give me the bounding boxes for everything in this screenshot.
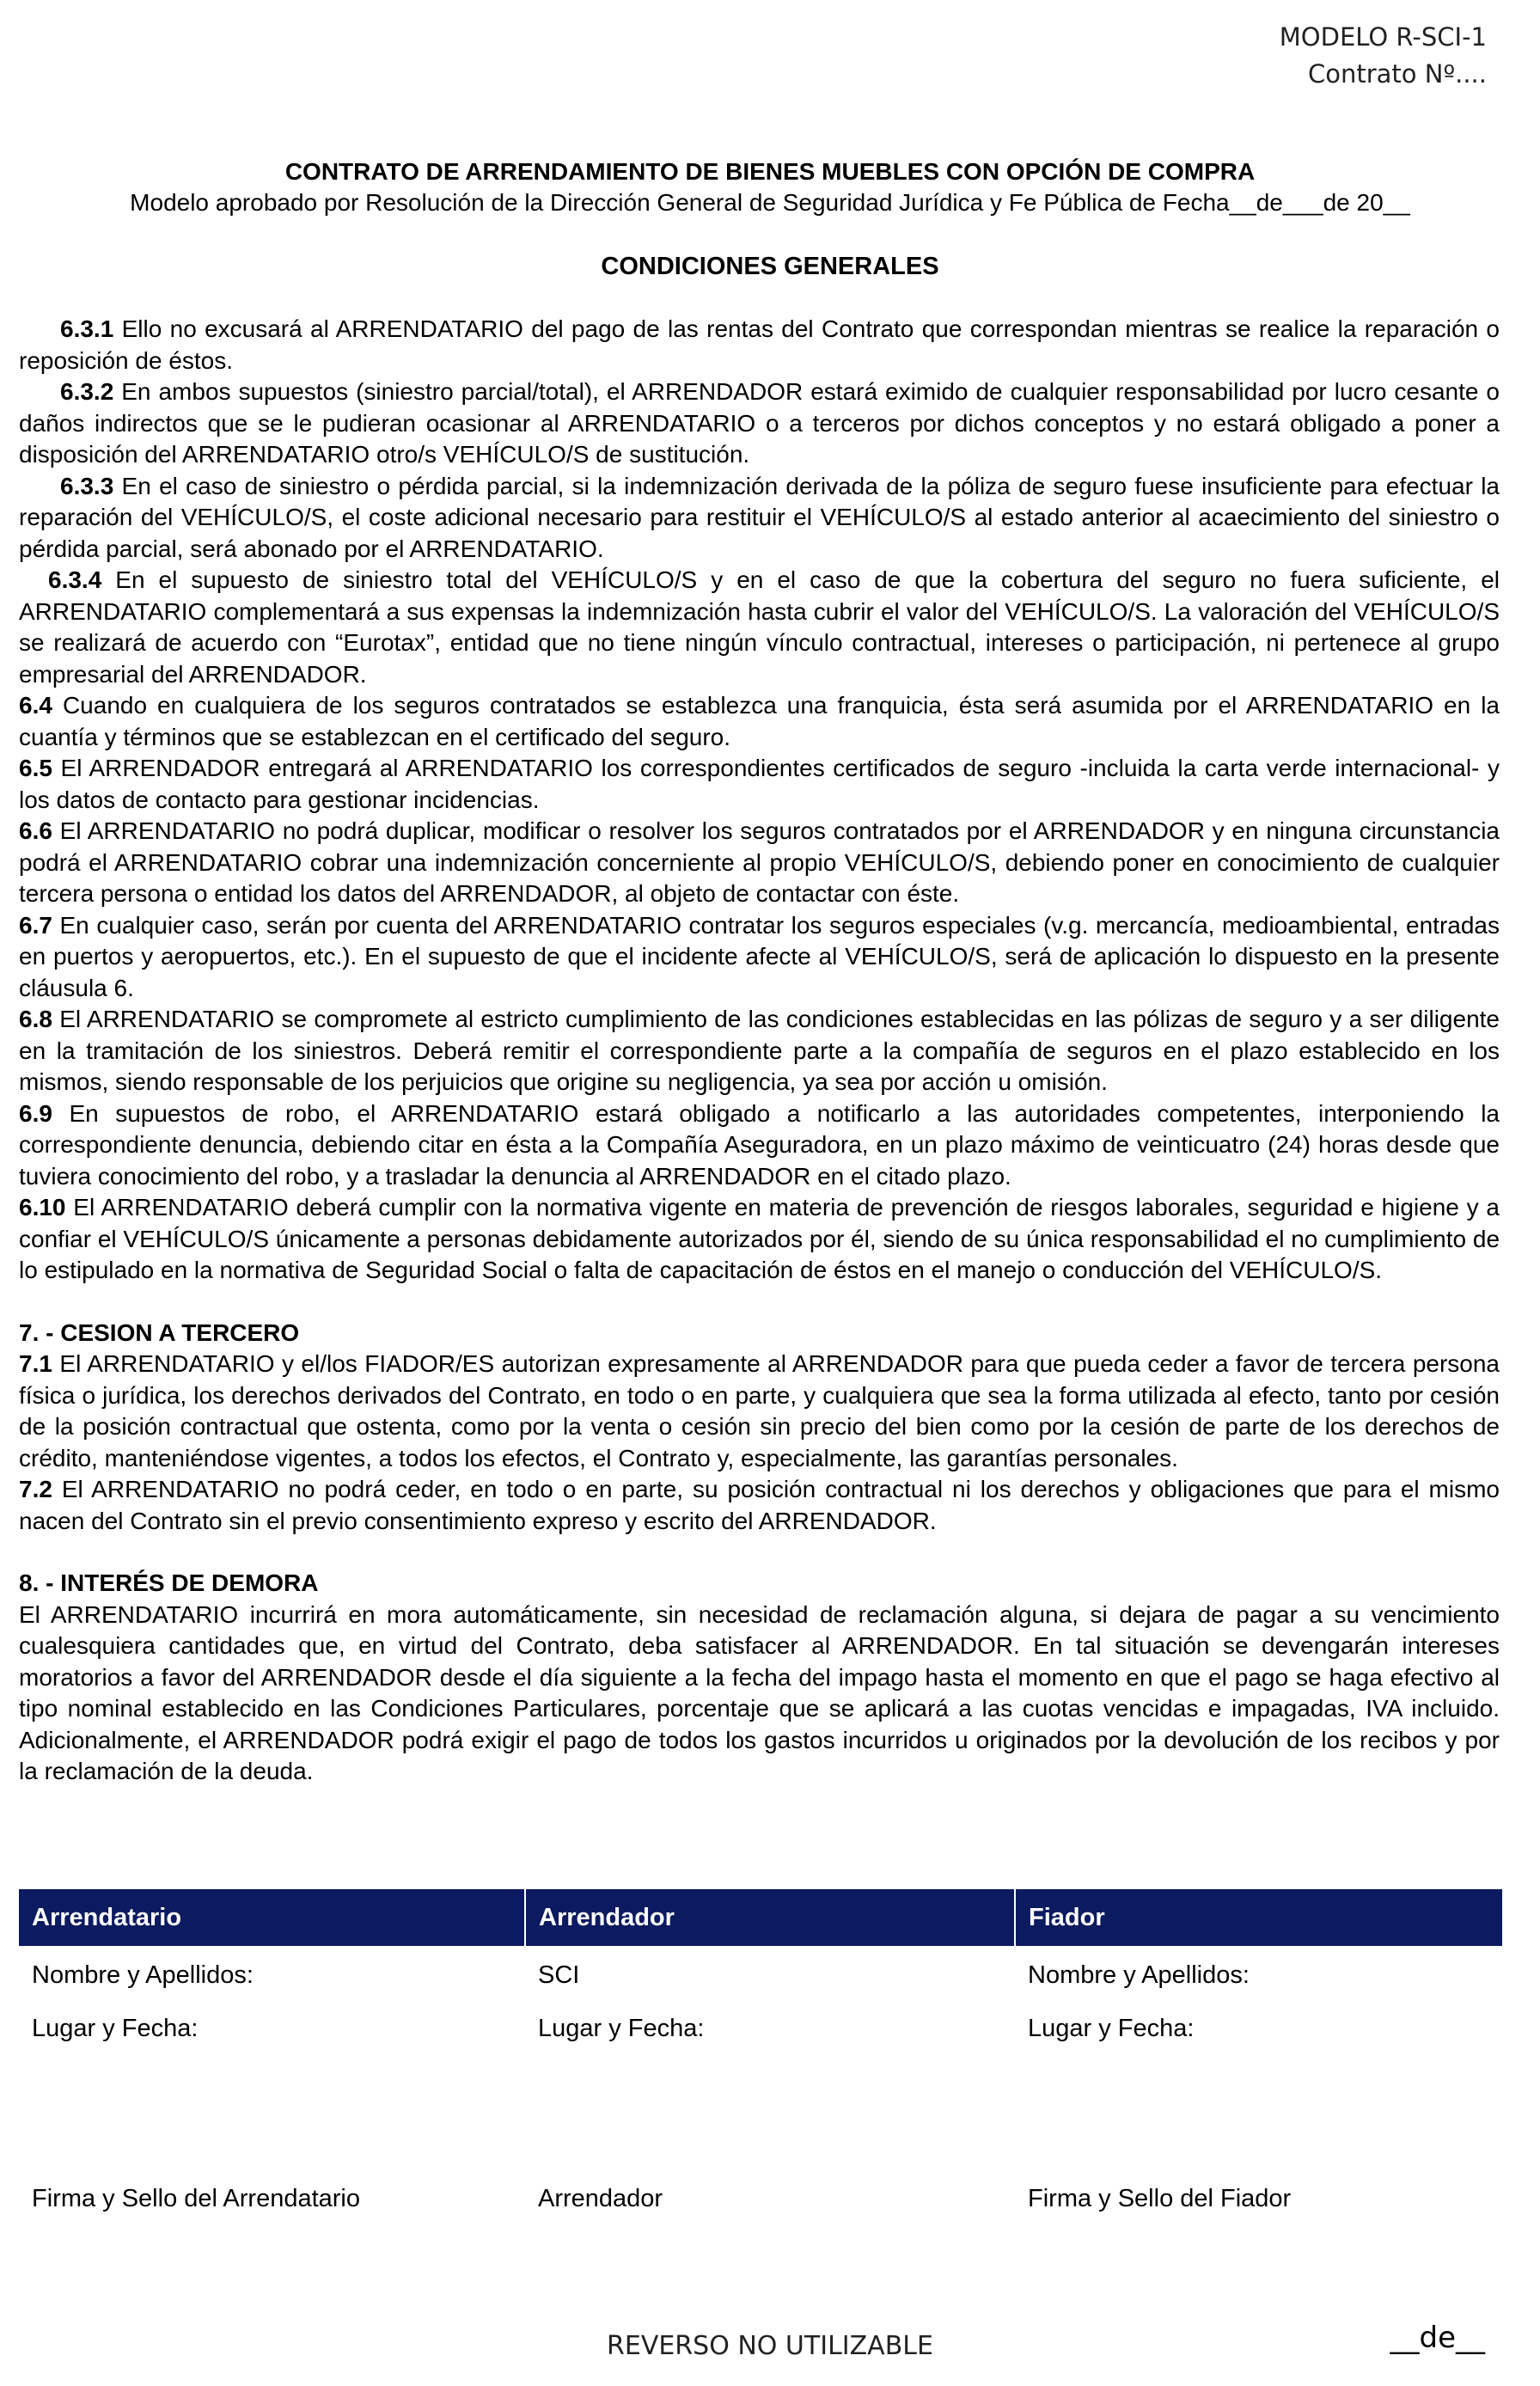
clause-text: En cualquier caso, serán por cuenta del ARRENDATARIO contratar los seguros especiales (v.g. mercancía, medioambiental, entradas en puertos y aeropuertos, etc.). En el supuesto de que el incidente afecte al VEHÍCULO/S, será de aplicación lo dispuesto en la presente cláusula 6. [19, 911, 1500, 1001]
clause-number: 6.3.3 [60, 472, 114, 499]
section-8-text: El ARRENDATARIO incurrirá en mora automáticamente, sin necesidad de reclamación alguna, si dejara de pagar a su vencimiento cualesquiera cantidades que, en virtud del Contrato, deba satisfacer al ARRENDADOR. En tal situación se devengarán intereses moratorios a favor del ARRENDADOR desde el día siguiente a la fecha del impago hasta el momento en que el pago se haga efectivo al tipo nominal establecido en las Condiciones Particulares, porcentaje que se aplicará a las cuotas vencidas e impagadas, IVA incluido. Adicionalmente, el ARRENDADOR podrá exigir el pago de todos los gastos incurridos u originados por la devolución de los recibos y por la reclamación de la deuda. [19, 1600, 1500, 1784]
spacer [19, 1537, 1500, 1568]
clause-6-9 [19, 1098, 1500, 1193]
place-date-row [19, 2004, 1502, 2053]
clause-number: 6.9 [19, 1099, 52, 1127]
title-block [0, 156, 1540, 218]
clause-text: En el supuesto de siniestro total del VEHÍCULO/S y en el caso de que la cobertura del seguro no fuera suficiente, el ARRENDATARIO complementará a sus expensas la indemnización hasta cubrir el valor del VEHÍCULO/S. La valoración del VEHÍCULO/S se realizará de acuerdo con “Eurotax”, entidad que no tiene ningún vínculo contractual, intereses o participación, ni pertenece al grupo empresarial del ARRENDADOR. [19, 566, 1500, 688]
clauses-body [19, 314, 1500, 1788]
clause-text: Ello no excusará al ARRENDATARIO del pago de las rentas del Contrato que correspondan mientras se realice la reparación o reposición de éstos. [19, 315, 1500, 374]
clause-text: El ARRENDATARIO y el/los FIADOR/ES autorizan expresamente al ARRENDADOR para que pueda ceder a favor de tercera persona física o jurídica, los derechos derivados del Contrato, en todo o en parte, y cualquiera que sea la forma utilizada al efecto, tanto por cesión de la posición contractual que ostenta, como por la venta o cesión sin precio del bien como por la cesión de parte de los derechos de crédito, manteniéndose vigentes, a todos los efectos, el Contrato y, especialmente, las garantías personales. [19, 1350, 1500, 1471]
signature-label-row [19, 2173, 1502, 2224]
clause-number: 7.2 [19, 1476, 52, 1502]
fiador-signature-area [1015, 2053, 1502, 2173]
clause-6-3-3 [19, 471, 1500, 566]
reverse-note: REVERSO NO UTILIZABLE [607, 2331, 933, 2361]
clause-6-3-4 [19, 565, 1500, 690]
clause-6-6 [19, 816, 1500, 910]
document-title: CONTRATO DE ARRENDAMIENTO DE BIENES MUEBLES CON OPCIÓN DE COMPRA [284, 158, 1256, 185]
arrendador-name-label: SCI [538, 1961, 580, 1989]
arrendador-signature-label: Arrendador [538, 2184, 663, 2212]
signature-header-row [19, 1889, 1502, 1946]
clause-text: El ARRENDADOR entregará al ARRENDATARIO los correspondientes certificados de seguro -incluida la carta verde internacional- y los datos de contacto para gestionar incidencias. [19, 755, 1500, 813]
page-mark: __de__ [1390, 2321, 1485, 2355]
clause-number: 7.1 [19, 1350, 52, 1377]
section-title: CONDICIONES GENERALES [601, 253, 939, 280]
clause-6-7 [19, 910, 1500, 1005]
model-header [1280, 19, 1487, 93]
clause-6-4 [19, 690, 1500, 753]
clause-number: 6.3.4 [48, 566, 102, 593]
arrendador-place-label: Lugar y Fecha: [538, 2014, 705, 2042]
fiador-place-label: Lugar y Fecha: [1028, 2014, 1195, 2042]
clause-number: 6.7 [19, 911, 52, 939]
arrendatario-place-label: Lugar y Fecha: [32, 2014, 199, 2042]
arrendatario-name-label: Nombre y Apellidos: [32, 1961, 254, 1989]
clause-text: En el caso de siniestro o pérdida parcial, si la indemnización derivada de la póliza de seguro fuese insuficiente para efectuar la reparación del VEHÍCULO/S, el coste adicional necesario para restituir el VEHÍCULO/S al estado anterior al acaecimiento del siniestro o pérdida parcial, será abonado por el ARRENDATARIO. [19, 472, 1500, 562]
header-arrendador: Arrendador [525, 1889, 1015, 1946]
section-8-heading: 8. - INTERÉS DE DEMORA [19, 1569, 319, 1596]
clause-6-8 [19, 1004, 1500, 1098]
signature-table [19, 1889, 1502, 2224]
clause-text: El ARRENDATARIO deberá cumplir con la normativa vigente en materia de prevención de riesgos laborales, seguridad e higiene y a confiar el VEHÍCULO/S únicamente a personas debidamente autorizados por él, siendo de su única responsabilidad el no cumplimiento de lo estipulado en la normativa de Seguridad Social o falta de capacitación de éstos en el manejo o conducción del VEHÍCULO/S. [19, 1194, 1500, 1283]
clause-text: El ARRENDATARIO se compromete al estricto cumplimiento de las condiciones establecidas en las pólizas de seguro y a ser diligente en la tramitación de los siniestros. Deberá remitir el correspondiente parte a la compañía de seguros en el plazo establecido en los mismos, siendo responsable de los perjuicios que origine su negligencia, ya sea por acción u omisión. [19, 1006, 1500, 1095]
arrendador-signature-area [525, 2053, 1015, 2173]
fiador-name-label: Nombre y Apellidos: [1028, 1961, 1250, 1989]
header-arrendatario: Arrendatario [19, 1889, 525, 1946]
clause-7-2 [19, 1474, 1500, 1537]
clause-7-1 [19, 1349, 1500, 1474]
clause-text: El ARRENDATARIO no podrá duplicar, modificar o resolver los seguros contratados por el ARRENDADOR y en ninguna circunstancia podrá el ARRENDATARIO cobrar una indemnización concerniente al propio VEHÍCULO/S, debiendo poner en conocimiento de cualquier tercera persona o entidad los datos del ARRENDADOR, al objeto de contactar con éste. [19, 817, 1500, 907]
clause-text: En ambos supuestos (siniestro parcial/total), el ARRENDADOR estará eximido de cualquier responsabilidad por lucro cesante o daños indirectos que se le pudieran ocasionar al ARRENDATARIO o a terceros por dichos conceptos y no estará obligado a poner a disposición del ARRENDATARIO otro/s VEHÍCULO/S de sustitución. [19, 378, 1500, 468]
name-row [19, 1946, 1502, 2004]
clause-6-5 [19, 753, 1500, 816]
clause-number: 6.6 [19, 817, 52, 844]
clause-text: En supuestos de robo, el ARRENDATARIO estará obligado a notificarlo a las autoridades competentes, interponiendo la correspondiente denuncia, debiendo citar en ésta a la Compañía Aseguradora, en un plazo máximo de veinticuatro (24) horas desde que tuviera conocimiento del robo, y a trasladar la denuncia al ARRENDADOR en el citado plazo. [19, 1099, 1500, 1190]
clause-number: 6.4 [19, 692, 52, 719]
contract-number: Contrato Nº.... [1308, 59, 1487, 89]
section-7-heading: 7. - CESION A TERCERO [19, 1318, 300, 1346]
clause-6-3-2 [19, 376, 1500, 471]
clause-text: Cuando en cualquiera de los seguros contratados se establezca una franquicia, ésta será asumida por el ARRENDATARIO en la cuantía y términos que se establezcan en el certificado del seguro. [19, 692, 1500, 750]
clause-6-3-1 [19, 314, 1500, 376]
signature-space-row [19, 2053, 1502, 2173]
clause-number: 6.3.1 [60, 315, 114, 342]
clause-number: 6.5 [19, 755, 52, 781]
document-subtitle: Modelo aprobado por Resolución de la Dirección General de Seguridad Jurídica y Fe Pública de Fecha__de___de 20__ [130, 189, 1410, 216]
clause-6-10 [19, 1192, 1500, 1287]
fiador-signature-label: Firma y Sello del Fiador [1028, 2184, 1292, 2212]
clause-text: El ARRENDATARIO no podrá ceder, en todo o en parte, su posición contractual ni los derechos y obligaciones que para el mismo nacen del Contrato sin el previo consentimiento expreso y escrito del ARRENDADOR. [19, 1476, 1500, 1534]
model-code: MODELO R-SCI-1 [1279, 22, 1487, 52]
spacer [19, 1287, 1500, 1318]
clause-number: 6.8 [19, 1006, 52, 1032]
arrendatario-signature-label: Firma y Sello del Arrendatario [32, 2184, 360, 2212]
arrendatario-signature-area [19, 2053, 525, 2173]
header-fiador: Fiador [1015, 1889, 1502, 1946]
clause-number: 6.3.2 [60, 378, 114, 405]
clause-number: 6.10 [19, 1194, 66, 1221]
